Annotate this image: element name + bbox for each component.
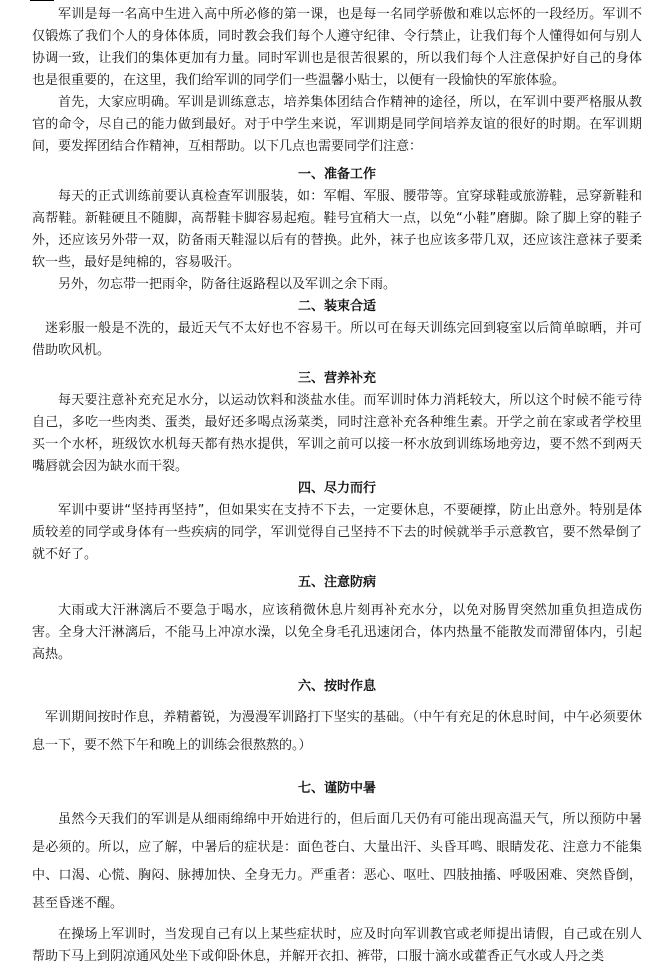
top-rule [30,0,54,1]
section-2-title: 二、装束合适 [297,299,376,314]
section-7-title: 七、谨防中暑 [297,781,376,796]
section-5-title: 五、注意防病 [297,575,376,590]
intro-paragraph-1: 军训是每一名高中生进入高中所必修的第一课，也是每一名同学骄傲和难以忘怀的一段经历。军训不仅锻炼了我们个人的身体体质，同时教会我们每个人遵守纪律、令行禁止，让我们每个人懂得如何与别人协调一致，让我们的集体更加有力量。同时军训也是很苦很累的，所以我们每个人注意保护好自己的身体也是很重要的，在这里，我们给军训的同学们一些温馨小贴士，以便有一段愉快的军旅体验。 [32,7,642,88]
section-4-title: 四、尽力而行 [297,481,376,496]
section-6-title: 六、按时作息 [297,679,376,694]
section-3-title: 三、营养补充 [297,371,376,386]
section-1-paragraph-2: 另外，勿忘带一把雨伞，防备往返路程以及军训之余下雨。 [58,277,397,292]
section-1-paragraph-1: 每天的正式训练前要认真检查军训服装，如：军帽、军服、腰带等。宜穿球鞋或旅游鞋，忌穿新鞋和高帮鞋。新鞋硬且不随脚，高帮鞋卡脚容易起疱。鞋号宜稍大一点，以免“小鞋”磨脚。除了脚上穿的鞋子外，还应该另外带一双，防备雨天鞋湿以后有的替换。此外，袜子也应该多带几双，还应该注意袜子要柔软一些，最好是纯棉的，容易吸汗。 [32,189,642,270]
section-2-paragraph-1: 迷彩服一般是不洗的，最近天气不太好也不容易干。所以可在每天训练完回到寝室以后简单晾晒，并可借助吹风机。 [32,321,642,358]
section-6-paragraph-1: 军训期间按时作息，养精蓄锐，为漫漫军训路打下坚实的基础。（中午有充足的休息时间，中午必须要休息一下，要不然下午和晚上的训练会很熬熬的。） [32,710,642,753]
section-4-paragraph-1: 军训中要讲“坚持再坚持”，但如果实在支持不下去，一定要休息，不要硬撑，防止出意外。特别是体质较差的同学或身体有一些疾病的同学，军训觉得自己坚持不下去的时候就举手示意教官，要不然晕倒了就不好了。 [32,503,642,562]
section-3-paragraph-1: 每天要注意补充充足水分，以运动饮料和淡盐水佳。而军训时体力消耗较大，所以这个时候不能亏待自己，多吃一些肉类、蛋类，最好还多喝点汤菜类，同时注意补充各种维生素。开学之前在家或者学校里买一个水杯，班级饮水机每天都有热水提供，军训之前可以接一杯水放到训练场地旁边，要不然不到两天嘴唇就会因为缺水而干裂。 [32,393,642,474]
section-7-paragraph-1: 虽然今天我们的军训是从细雨绵绵中开始进行的，但后面几天仍有可能出现高温天气，所以预防中暑是必须的。所以，应了解，中暑后的症状是：面色苍白、大量出汗、头昏耳鸣、眼睛发花、注意力不能集中、口渴、心慌、胸闷、脉搏加快、全身无力。严重者：恶心、呕吐、四肢抽搐、呼吸困难、突然昏倒，甚至昏迷不醒。 [32,812,642,911]
intro-paragraph-2: 首先，大家应明确。军训是训练意志，培养集体团结合作精神的途径，所以，在军训中要严格服从教官的命令，尽自己的能力做到最好。对于中学生来说，军训期是同学间培养友谊的很好的时期。在军训期间，要发挥团结合作精神，互相帮助。以下几点也需要同学们注意： [32,95,642,154]
section-5-paragraph-1: 大雨或大汗淋漓后不要急于喝水，应该稍微休息片刻再补充水分，以免对肠胃突然加重负担造成伤害。全身大汗淋漓后，不能马上冲凉水澡，以免全身毛孔迅速闭合，体内热量不能散发而滞留体内，引起高热。 [32,603,642,662]
section-1-title: 一、准备工作 [297,167,376,182]
section-7-paragraph-2: 在操场上军训时，当发现自己有以上某些症状时，应及时向军训教官或老师提出请假，自己或在别人帮助下马上到阴凉通风处坐下或仰卧休息，并解开衣扣、裤带，口服十滴水或藿香正气水或人丹之类 [32,927,642,964]
